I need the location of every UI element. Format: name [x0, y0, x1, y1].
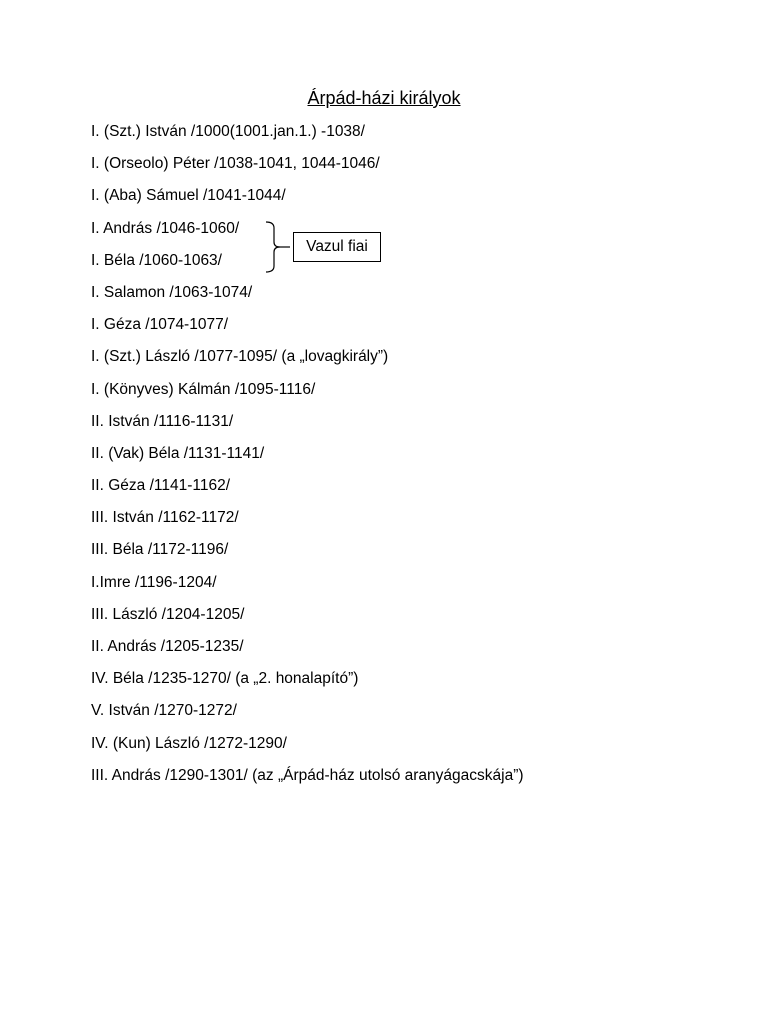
- list-item: III. István /1162-1172/: [91, 509, 239, 527]
- list-item: V. István /1270-1272/: [91, 702, 237, 720]
- list-item: III. András /1290-1301/ (az „Árpád-ház utolsó aranyágacskája”): [91, 766, 524, 784]
- list-item: I. (Szt.) László /1077-1095/ (a „lovagkirály”): [91, 348, 389, 366]
- list-item: I. (Orseolo) Péter /1038-1041, 1044-1046/: [91, 155, 380, 173]
- list-item: I. Béla /1060-1063/: [91, 251, 222, 269]
- page-title: Árpád-házi királyok: [307, 88, 461, 108]
- list-item: II. Géza /1141-1162/: [91, 477, 231, 495]
- list-item: II. István /1116-1131/: [91, 412, 234, 430]
- list-item: I. (Szt.) István /1000(1001.jan.1.) -1038/: [91, 123, 365, 140]
- list-item: III. László /1204-1205/: [91, 605, 245, 623]
- list-item: III. Béla /1172-1196/: [91, 541, 229, 559]
- list-item: II. (Vak) Béla /1131-1141/: [91, 444, 265, 462]
- list-item: I. Salamon /1063-1074/: [91, 283, 253, 301]
- list-item: I.Imre /1196-1204/: [91, 573, 217, 591]
- list-item: I. (Könyves) Kálmán /1095-1116/: [91, 380, 316, 398]
- list-item: I. (Aba) Sámuel /1041-1044/: [91, 187, 286, 205]
- list-item: II. András /1205-1235/: [91, 638, 244, 655]
- curly-brace-icon: [262, 220, 290, 274]
- list-item: I. András /1046-1060/: [91, 219, 240, 237]
- king-list: [91, 120, 524, 796]
- list-item: IV. Béla /1235-1270/ (a „2. honalapító”): [91, 670, 359, 688]
- list-item: IV. (Kun) László /1272-1290/: [91, 734, 287, 752]
- note-box: Vazul fiai: [293, 232, 381, 262]
- list-item: I. Géza /1074-1077/: [91, 316, 229, 334]
